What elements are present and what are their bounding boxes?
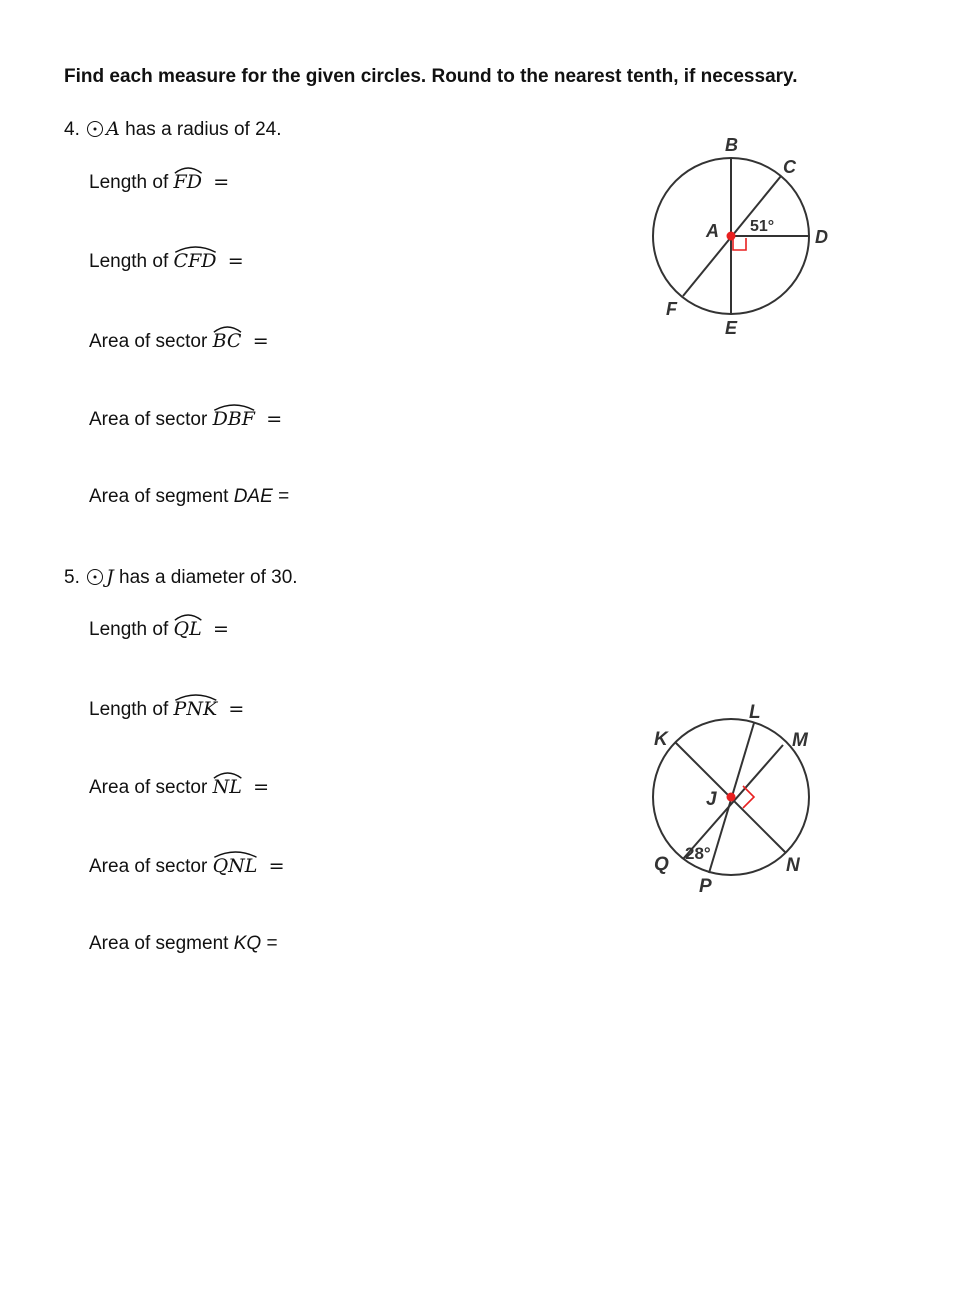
equals-sign: = [266,408,283,430]
equals-sign: = [213,171,230,193]
arc-name: PNK [174,698,218,720]
arc-name: FD [174,171,202,193]
equals-sign: = [268,855,285,877]
question-prefix: Area of sector [89,331,208,352]
circle-name: J [106,566,114,588]
arc-name: QL [174,618,202,640]
question-prefix: Length of [89,619,169,640]
circle-j-figure [640,695,840,900]
label-m: M [792,730,808,751]
label-k: K [654,729,668,750]
arc-name: QNL [213,855,258,877]
equals-sign: = [253,776,270,798]
question-prefix: Area of segment [89,933,229,954]
question-4a [89,171,229,194]
label-e: E [725,318,738,338]
angle-label: 51° [750,218,775,235]
equals-sign: = [227,250,244,272]
question-4e [89,486,289,508]
instructions: Find each measure for the given circles. Round to the nearest tenth, if necessary. [64,66,798,87]
question-4b [89,250,244,273]
circle-name: A [106,118,120,140]
question-prefix: Area of sector [89,777,208,798]
question-5d [89,855,285,878]
label-j: J [706,789,717,810]
circle-dot-icon [87,569,103,585]
problem-5-number: 5. [64,567,80,588]
label-f: F [666,299,677,319]
label-n: N [786,855,800,876]
question-5a [89,618,229,641]
label-q: Q [654,854,669,875]
problem-4-given: has a radius of 24. [125,119,282,140]
problem-5-given: has a diameter of 30. [119,567,298,588]
center-point [727,232,736,241]
question-prefix: Length of [89,699,169,720]
question-prefix: Area of sector [89,409,208,430]
question-4d [89,408,282,431]
label-b: B [725,135,738,155]
diameter-mq [683,745,783,859]
arc-name: BC [213,330,242,352]
circle-a-figure [640,130,840,340]
equals-sign: = [266,933,278,954]
question-5e [89,933,278,955]
label-p: P [699,876,712,897]
equals-sign: = [213,618,229,640]
label-d: D [815,227,828,247]
label-a: A [706,221,719,241]
question-5c [89,776,269,799]
problem-4-header [64,118,281,141]
question-4c [89,330,269,353]
label-c: C [783,157,796,177]
equals-sign: = [252,330,269,352]
question-prefix: Area of segment [89,486,229,507]
angle-label: 28° [685,844,711,863]
label-l: L [749,702,761,723]
right-angle-mark [733,238,746,250]
center-point [727,793,736,802]
arc-name: DBF [213,408,255,430]
question-prefix: Area of sector [89,856,208,877]
circle-dot-icon [87,121,103,137]
arc-name: CFD [174,250,217,272]
equals-sign: = [228,698,245,720]
question-prefix: Length of [89,172,169,193]
arc-name: NL [213,776,242,798]
question-5b [89,698,244,721]
equals-sign: = [278,486,290,507]
segment-name: DAE [233,486,273,507]
segment-name: KQ [233,933,262,954]
problem-4-number: 4. [64,119,80,140]
problem-5-header [64,566,298,589]
question-prefix: Length of [89,251,169,272]
